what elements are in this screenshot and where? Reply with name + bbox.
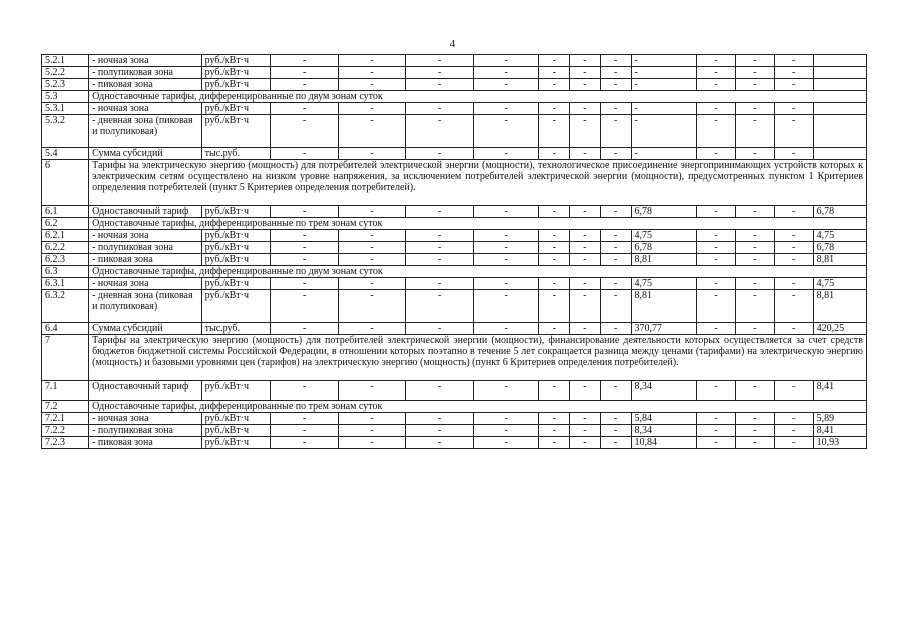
value-cell: - [600, 79, 631, 91]
value-cell: - [338, 413, 406, 425]
value-cell: - [539, 242, 570, 254]
value-cell: - [473, 425, 539, 437]
value-cell: - [539, 290, 570, 323]
value-cell: - [271, 115, 339, 148]
value-cell: - [774, 290, 813, 323]
value-cell: - [570, 79, 601, 91]
value-cell: - [473, 148, 539, 160]
value-cell: - [406, 323, 474, 335]
value-cell: 5,84 [631, 413, 697, 425]
row-code: 6.1 [42, 206, 89, 218]
value-cell: - [271, 206, 339, 218]
value-cell: - [600, 230, 631, 242]
row-name: - полупиковая зона [89, 425, 202, 437]
value-cell: - [473, 254, 539, 266]
value-cell: - [774, 413, 813, 425]
value-cell: - [338, 103, 406, 115]
table-row [42, 323, 867, 335]
row-name: - полупиковая зона [89, 67, 202, 79]
value-cell [813, 55, 866, 67]
value-cell: - [570, 230, 601, 242]
row-name: Одноставочный тариф [89, 206, 202, 218]
value-cell: - [539, 103, 570, 115]
value-cell: - [473, 115, 539, 148]
value-cell: - [271, 230, 339, 242]
value-cell: - [697, 278, 736, 290]
value-cell: - [473, 103, 539, 115]
value-cell: - [735, 115, 774, 148]
row-unit: руб./кВт·ч [201, 278, 271, 290]
value-cell: - [697, 290, 736, 323]
value-cell: - [774, 206, 813, 218]
value-cell: - [697, 230, 736, 242]
row-unit: руб./кВт·ч [201, 413, 271, 425]
value-cell: - [697, 103, 736, 115]
value-cell: - [539, 206, 570, 218]
value-cell: - [774, 115, 813, 148]
value-cell: - [774, 278, 813, 290]
value-cell: 6,78 [813, 242, 866, 254]
value-cell [813, 79, 866, 91]
value-cell: - [600, 242, 631, 254]
value-cell: - [338, 278, 406, 290]
value-cell: 8,41 [813, 381, 866, 401]
value-cell: - [570, 323, 601, 335]
table-row [42, 401, 867, 413]
value-cell: - [539, 381, 570, 401]
value-cell: - [406, 230, 474, 242]
value-cell: - [338, 425, 406, 437]
value-cell: 8,81 [631, 254, 697, 266]
table-row [42, 266, 867, 278]
section-heading: Одноставочные тарифы, дифференцированные по двум зонам суток [89, 91, 867, 103]
value-cell: - [735, 323, 774, 335]
value-cell: - [473, 230, 539, 242]
section-heading: Одноставочные тарифы, дифференцированные по двум зонам суток [89, 266, 867, 278]
value-cell: - [631, 148, 697, 160]
value-cell: - [600, 323, 631, 335]
value-cell: - [271, 323, 339, 335]
value-cell: - [271, 242, 339, 254]
value-cell: - [473, 290, 539, 323]
row-name: Сумма субсидий [89, 323, 202, 335]
section-heading: Тарифы на электрическую энергию (мощность) для потребителей электрической энергии (мощности), финансирование деятельности которых осуществляется за счет средств бюджетов бюджетной системы Российской Федерации, в отношении которых поэтапно в течение 5 лет сокращается разница между ценами (тарифами) на электрическую энергию (мощность) и базовыми уровнями цен (тарифов) на электрическую энергию (мощность) (пункт 6 Критериев определения потребителей). [89, 335, 867, 381]
value-cell: - [774, 148, 813, 160]
value-cell: - [570, 437, 601, 449]
row-code: 6.2 [42, 218, 89, 230]
value-cell: - [539, 148, 570, 160]
value-cell: - [735, 381, 774, 401]
value-cell: - [735, 206, 774, 218]
value-cell: - [631, 79, 697, 91]
value-cell: - [406, 425, 474, 437]
row-name: Одноставочный тариф [89, 381, 202, 401]
value-cell: - [338, 55, 406, 67]
value-cell: - [338, 148, 406, 160]
value-cell: - [570, 242, 601, 254]
value-cell: - [697, 206, 736, 218]
row-code: 7.1 [42, 381, 89, 401]
value-cell: - [774, 103, 813, 115]
value-cell: - [631, 55, 697, 67]
value-cell: 8,41 [813, 425, 866, 437]
value-cell: - [697, 381, 736, 401]
row-code: 5.3 [42, 91, 89, 103]
table-row [42, 437, 867, 449]
section-heading: Одноставочные тарифы, дифференцированные по трем зонам суток [89, 401, 867, 413]
value-cell: - [570, 425, 601, 437]
value-cell: - [539, 55, 570, 67]
table-row [42, 79, 867, 91]
table-row [42, 381, 867, 401]
value-cell: - [774, 425, 813, 437]
value-cell: - [539, 230, 570, 242]
value-cell: - [473, 437, 539, 449]
value-cell: - [406, 103, 474, 115]
value-cell: - [539, 323, 570, 335]
value-cell: 4,75 [813, 230, 866, 242]
row-code: 6.2.1 [42, 230, 89, 242]
value-cell: 4,75 [813, 278, 866, 290]
value-cell: 5,89 [813, 413, 866, 425]
value-cell: - [774, 79, 813, 91]
row-name: - ночная зона [89, 413, 202, 425]
value-cell: - [570, 381, 601, 401]
value-cell: - [697, 55, 736, 67]
row-unit: руб./кВт·ч [201, 115, 271, 148]
tariff-table [41, 54, 867, 449]
row-unit: руб./кВт·ч [201, 79, 271, 91]
value-cell: - [570, 115, 601, 148]
value-cell: 6,78 [631, 242, 697, 254]
value-cell: - [406, 115, 474, 148]
value-cell: - [735, 437, 774, 449]
value-cell: - [735, 148, 774, 160]
value-cell: - [406, 242, 474, 254]
value-cell: - [406, 413, 474, 425]
row-unit: руб./кВт·ч [201, 381, 271, 401]
table-row [42, 55, 867, 67]
table-row [42, 254, 867, 266]
value-cell: - [631, 115, 697, 148]
value-cell: - [271, 290, 339, 323]
row-unit: руб./кВт·ч [201, 254, 271, 266]
value-cell: - [271, 103, 339, 115]
value-cell: - [338, 230, 406, 242]
value-cell: - [600, 413, 631, 425]
value-cell: 6,78 [813, 206, 866, 218]
row-name: Сумма субсидий [89, 148, 202, 160]
value-cell: - [271, 67, 339, 79]
value-cell: - [735, 103, 774, 115]
value-cell: - [600, 103, 631, 115]
value-cell: - [271, 381, 339, 401]
value-cell: - [697, 437, 736, 449]
value-cell: - [271, 278, 339, 290]
value-cell: - [570, 254, 601, 266]
value-cell: - [774, 242, 813, 254]
row-code: 5.3.2 [42, 115, 89, 148]
table-row [42, 206, 867, 218]
row-unit: руб./кВт·ч [201, 242, 271, 254]
row-code: 5.2.1 [42, 55, 89, 67]
value-cell: - [338, 381, 406, 401]
row-name: - ночная зона [89, 103, 202, 115]
value-cell: - [774, 323, 813, 335]
value-cell: - [631, 67, 697, 79]
value-cell: - [271, 55, 339, 67]
value-cell: - [338, 323, 406, 335]
value-cell: - [406, 206, 474, 218]
row-unit: руб./кВт·ч [201, 290, 271, 323]
row-unit: руб./кВт·ч [201, 206, 271, 218]
value-cell: 4,75 [631, 278, 697, 290]
value-cell: 8,81 [631, 290, 697, 323]
table-row [42, 230, 867, 242]
value-cell: - [338, 242, 406, 254]
row-name: - ночная зона [89, 278, 202, 290]
row-name: - пиковая зона [89, 79, 202, 91]
value-cell: 8,34 [631, 381, 697, 401]
value-cell: - [600, 115, 631, 148]
table-row [42, 278, 867, 290]
value-cell: - [406, 67, 474, 79]
row-code: 7.2.2 [42, 425, 89, 437]
value-cell: - [406, 79, 474, 91]
value-cell: - [774, 381, 813, 401]
row-unit: руб./кВт·ч [201, 437, 271, 449]
value-cell: - [697, 79, 736, 91]
row-code: 7.2.1 [42, 413, 89, 425]
value-cell: - [735, 230, 774, 242]
table-row [42, 218, 867, 230]
value-cell: - [473, 323, 539, 335]
value-cell: - [697, 115, 736, 148]
value-cell: - [406, 381, 474, 401]
value-cell [813, 67, 866, 79]
value-cell: - [473, 55, 539, 67]
value-cell: - [539, 425, 570, 437]
row-unit: руб./кВт·ч [201, 103, 271, 115]
row-code: 6.3.1 [42, 278, 89, 290]
value-cell: - [473, 413, 539, 425]
table-row [42, 335, 867, 381]
value-cell: - [697, 242, 736, 254]
value-cell: - [735, 67, 774, 79]
value-cell: - [539, 67, 570, 79]
value-cell: 8,81 [813, 254, 866, 266]
value-cell: - [570, 206, 601, 218]
row-name: - пиковая зона [89, 437, 202, 449]
value-cell: - [697, 254, 736, 266]
value-cell: - [271, 425, 339, 437]
value-cell: - [271, 413, 339, 425]
value-cell: - [735, 290, 774, 323]
section-heading: Одноставочные тарифы, дифференцированные по трем зонам суток [89, 218, 867, 230]
value-cell: 6,78 [631, 206, 697, 218]
row-code: 7 [42, 335, 89, 381]
value-cell: - [600, 425, 631, 437]
value-cell: - [473, 242, 539, 254]
row-code: 6.4 [42, 323, 89, 335]
value-cell: - [338, 254, 406, 266]
value-cell: - [735, 278, 774, 290]
value-cell: - [570, 290, 601, 323]
row-name: - ночная зона [89, 230, 202, 242]
value-cell: 8,34 [631, 425, 697, 437]
value-cell: - [600, 67, 631, 79]
value-cell: - [406, 148, 474, 160]
row-unit: тыс.руб. [201, 148, 271, 160]
value-cell: - [271, 254, 339, 266]
table-row [42, 160, 867, 206]
value-cell: - [539, 413, 570, 425]
value-cell: - [735, 425, 774, 437]
table-row [42, 103, 867, 115]
value-cell [813, 103, 866, 115]
row-unit: руб./кВт·ч [201, 55, 271, 67]
value-cell: - [271, 437, 339, 449]
value-cell: - [735, 413, 774, 425]
row-name: - полупиковая зона [89, 242, 202, 254]
value-cell: - [338, 437, 406, 449]
section-heading: Тарифы на электрическую энергию (мощность) для потребителей электрической энергии (мощности), технологическое присоединение энергопринимающих устройств которых к электрическим сетям осуществлено на низком уровне напряжения, за исключением потребителей электрической энергии (мощности), предусмотренных пунктом 1 Критериев определения потребителей (пункт 5 Критериев определения потребителей). [89, 160, 867, 206]
value-cell: - [570, 103, 601, 115]
value-cell: - [697, 413, 736, 425]
value-cell: - [539, 437, 570, 449]
value-cell: - [697, 425, 736, 437]
value-cell: 10,93 [813, 437, 866, 449]
row-code: 7.2 [42, 401, 89, 413]
value-cell: - [539, 278, 570, 290]
value-cell: - [774, 55, 813, 67]
row-code: 5.2.3 [42, 79, 89, 91]
value-cell: - [735, 55, 774, 67]
value-cell: - [735, 79, 774, 91]
value-cell: - [473, 206, 539, 218]
value-cell: - [600, 148, 631, 160]
value-cell: - [697, 323, 736, 335]
table-row [42, 91, 867, 103]
value-cell: - [570, 413, 601, 425]
table-row [42, 413, 867, 425]
value-cell: - [473, 278, 539, 290]
value-cell: - [774, 230, 813, 242]
value-cell: - [406, 290, 474, 323]
value-cell: - [735, 254, 774, 266]
value-cell: - [271, 148, 339, 160]
row-code: 6.3.2 [42, 290, 89, 323]
value-cell: - [338, 79, 406, 91]
row-name: - дневная зона (пиковая и полупиковая) [89, 290, 202, 323]
value-cell: - [338, 67, 406, 79]
value-cell: - [338, 206, 406, 218]
value-cell: - [735, 242, 774, 254]
value-cell: 8,81 [813, 290, 866, 323]
row-name: - ночная зона [89, 55, 202, 67]
value-cell: - [473, 79, 539, 91]
table-row [42, 242, 867, 254]
row-code: 7.2.3 [42, 437, 89, 449]
table-row [42, 425, 867, 437]
value-cell: - [774, 67, 813, 79]
value-cell: - [473, 67, 539, 79]
value-cell: - [406, 278, 474, 290]
value-cell: - [600, 381, 631, 401]
value-cell: - [631, 103, 697, 115]
value-cell: - [774, 437, 813, 449]
value-cell: 370,77 [631, 323, 697, 335]
value-cell: - [539, 79, 570, 91]
value-cell: - [570, 278, 601, 290]
page-number: 4 [449, 38, 456, 50]
value-cell: - [570, 148, 601, 160]
row-code: 6.2.2 [42, 242, 89, 254]
table-row [42, 290, 867, 323]
table-row [42, 148, 867, 160]
row-code: 6.2.3 [42, 254, 89, 266]
row-code: 5.4 [42, 148, 89, 160]
value-cell: - [570, 67, 601, 79]
row-name: - дневная зона (пиковая и полупиковая) [89, 115, 202, 148]
value-cell: - [406, 254, 474, 266]
value-cell: - [600, 278, 631, 290]
value-cell: - [774, 254, 813, 266]
value-cell: - [600, 254, 631, 266]
row-code: 5.3.1 [42, 103, 89, 115]
value-cell: 10,84 [631, 437, 697, 449]
value-cell: - [271, 79, 339, 91]
row-unit: руб./кВт·ч [201, 67, 271, 79]
row-unit: тыс.руб. [201, 323, 271, 335]
value-cell: - [600, 55, 631, 67]
value-cell: 420,25 [813, 323, 866, 335]
value-cell: - [570, 55, 601, 67]
value-cell: - [539, 115, 570, 148]
value-cell: - [473, 381, 539, 401]
row-code: 6.3 [42, 266, 89, 278]
row-unit: руб./кВт·ч [201, 230, 271, 242]
table-row [42, 115, 867, 148]
table-row [42, 67, 867, 79]
value-cell: - [697, 148, 736, 160]
value-cell: - [338, 290, 406, 323]
value-cell: - [600, 206, 631, 218]
value-cell: - [406, 55, 474, 67]
value-cell: - [338, 115, 406, 148]
value-cell: - [539, 254, 570, 266]
row-name: - пиковая зона [89, 254, 202, 266]
value-cell: 4,75 [631, 230, 697, 242]
value-cell: - [600, 290, 631, 323]
value-cell: - [600, 437, 631, 449]
value-cell: - [697, 67, 736, 79]
value-cell: - [406, 437, 474, 449]
row-unit: руб./кВт·ч [201, 425, 271, 437]
row-code: 6 [42, 160, 89, 206]
value-cell [813, 148, 866, 160]
row-code: 5.2.2 [42, 67, 89, 79]
value-cell [813, 115, 866, 148]
